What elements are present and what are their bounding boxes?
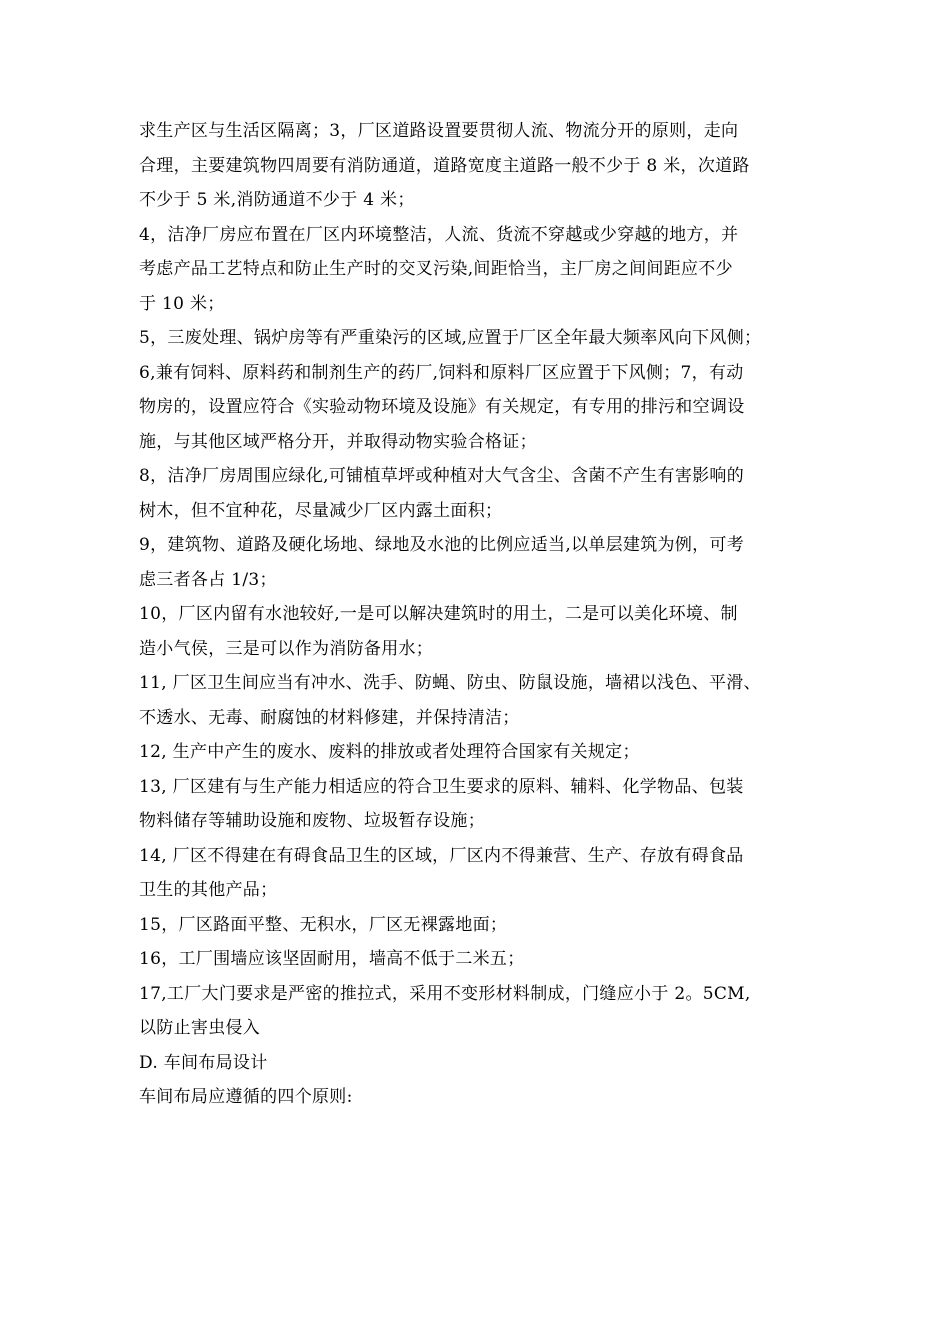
text-line: 造小气侯，三是可以作为消防备用水； — [139, 638, 434, 659]
text-line: 17,工厂大门要求是严密的推拉式，采用不变形材料制成，门缝应小于 2。5CM, — [139, 983, 751, 1004]
text-line: 施，与其他区域严格分开，并取得动物实验合格证； — [139, 431, 537, 452]
text-line: 物房的，设置应符合《实验动物环境及设施》有关规定，有专用的排污和空调设 — [139, 397, 745, 417]
text-line: 16，工厂围墙应该坚固耐用，墙高不低于二米五； — [139, 949, 525, 969]
text-line: 12, 生产中产生的废水、废料的排放或者处理符合国家有关规定； — [139, 742, 640, 762]
text-line: 卫生的其他产品； — [139, 880, 278, 900]
text-line: 8，洁净厂房周围应绿化,可铺植草坪或种植对大气含尘、含菌不产生有害影响的 — [139, 466, 745, 486]
text-line: 虑三者各占 1/3； — [139, 569, 277, 590]
text-line: 13, 厂区建有与生产能力相适应的符合卫生要求的原料、辅料、化学物品、包装 — [139, 776, 744, 797]
text-line: 10，厂区内留有水池较好,一是可以解决建筑时的用土，二是可以美化环境、制 — [139, 604, 738, 624]
text-line: 合理，主要建筑物四周要有消防通道，道路宽度主道路一般不少于 8 米，次道路 — [139, 155, 750, 176]
text-line: 不少于 5 米,消防通道不少于 4 米； — [139, 190, 415, 210]
text-line: 9，建筑物、道路及硬化场地、绿地及水池的比例应适当,以单层建筑为例，可考 — [139, 535, 745, 555]
text-line: 5，三废处理、锅炉房等有严重染污的区域,应置于厂区全年最大频率风向下风侧； — [139, 328, 762, 348]
text-line: 以防止害虫侵入 — [139, 1018, 261, 1038]
text-line: 11, 厂区卫生间应当有冲水、洗手、防蝇、防虫、防鼠设施，墙裙以浅色、平滑、 — [139, 673, 761, 693]
text-line: 求生产区与生活区隔离；3，厂区道路设置要贯彻人流、物流分开的原则，走向 — [139, 121, 739, 141]
text-line: 15，厂区路面平整、无积水，厂区无裸露地面； — [139, 914, 508, 935]
text-line: 树木，但不宜种花，尽量减少厂区内露土面积； — [139, 500, 503, 521]
text-line: 于 10 米； — [139, 293, 225, 314]
text-line: 物料储存等辅助设施和废物、垃圾暂存设施； — [139, 811, 485, 831]
text-line: 车间布局应遵循的四个原则: — [139, 1087, 353, 1107]
text-line: 不透水、无毒、耐腐蚀的材料修建，并保持清洁； — [139, 707, 520, 728]
text-line: 6,兼有饲料、原料药和制剂生产的药厂,饲料和原料厂区应置于下风侧；7，有动 — [139, 362, 744, 383]
section-heading: D. 车间布局设计 — [139, 1052, 268, 1073]
text-line: 4，洁净厂房应布置在厂区内环境整洁，人流、货流不穿越或少穿越的地方，并 — [139, 224, 739, 245]
text-line: 考虑产品工艺特点和防止生产时的交叉污染,间距恰当，主厂房之间间距应不少 — [139, 259, 733, 279]
text-line: 14, 厂区不得建在有碍食品卫生的区域，厂区内不得兼营、生产、存放有碍食品 — [139, 845, 744, 866]
body-text — [139, 114, 839, 1115]
